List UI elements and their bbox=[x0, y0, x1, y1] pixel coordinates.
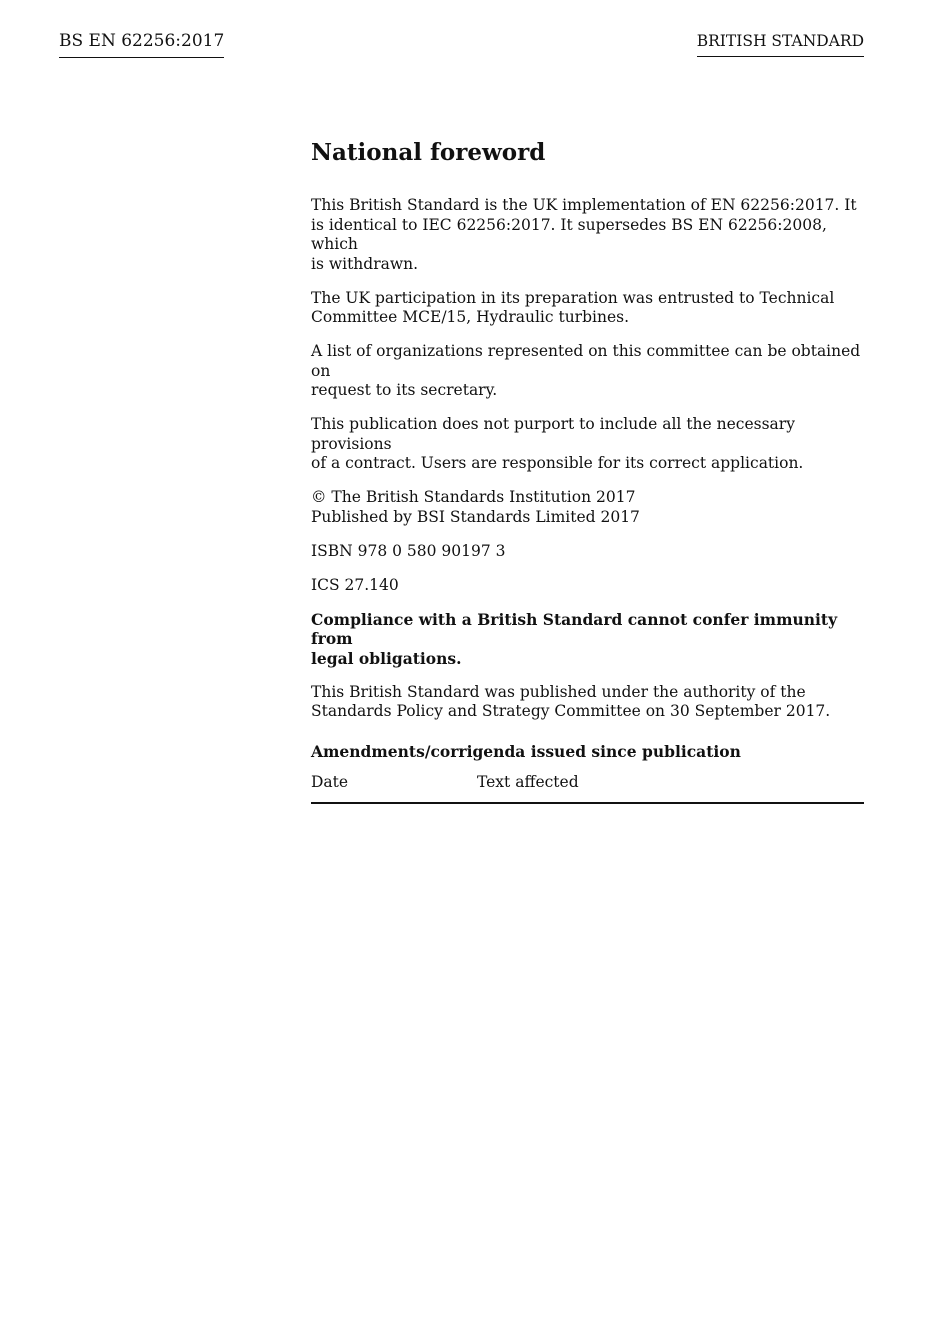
text-line: Compliance with a British Standard cannot confer immunity from bbox=[311, 609, 838, 648]
compliance-statement bbox=[311, 610, 864, 669]
text-line: legal obligations. bbox=[311, 648, 462, 668]
text-line: Standards Policy and Strategy Committee on 30 September 2017. bbox=[311, 702, 831, 720]
date-column-header: Date bbox=[311, 772, 349, 791]
isbn-paragraph: ISBN 978 0 580 90197 3 bbox=[311, 541, 506, 560]
text-line: is withdrawn. bbox=[311, 254, 419, 273]
publisher-line: Published by BSI Standards Limited 2017 bbox=[311, 507, 640, 526]
text-affected-column-header: Text affected bbox=[477, 772, 579, 791]
amendments-title: Amendments/corrigenda issued since publication bbox=[311, 741, 741, 761]
copyright-paragraph bbox=[311, 488, 864, 527]
series-header: BRITISH STANDARD bbox=[697, 31, 864, 57]
text-line: of a contract. Users are responsible for its correct application. bbox=[311, 454, 804, 472]
text-line: This British Standard was published under the authority of the bbox=[311, 682, 806, 701]
text-line: This publication does not purport to include all the necessary provisions bbox=[311, 415, 795, 453]
authority-paragraph bbox=[311, 683, 864, 722]
document-number-header: BS EN 62256:2017 bbox=[59, 30, 224, 58]
text-line: Committee MCE/15, Hydraulic turbines. bbox=[311, 308, 630, 326]
ics-paragraph: ICS 27.140 bbox=[311, 575, 399, 594]
text-line: A list of organizations represented on this committee can be obtained on bbox=[311, 342, 861, 380]
text-line: is identical to IEC 62256:2017. It supersedes BS EN 62256:2008, which bbox=[311, 215, 827, 253]
text-line: The UK participation in its preparation was entrusted to Technical bbox=[311, 288, 835, 307]
implementation-paragraph bbox=[311, 196, 864, 274]
foreword-title: National foreword bbox=[311, 139, 546, 166]
foreword-section bbox=[311, 138, 864, 804]
participation-paragraph bbox=[311, 289, 864, 328]
copyright-line: © The British Standards Institution 2017 bbox=[311, 488, 636, 506]
text-line: request to its secretary. bbox=[311, 381, 498, 399]
provisions-paragraph bbox=[311, 415, 864, 474]
text-line: This British Standard is the UK implementation of EN 62256:2017. It bbox=[311, 196, 857, 214]
organizations-paragraph bbox=[311, 342, 864, 401]
amendments-table-header bbox=[311, 772, 864, 804]
